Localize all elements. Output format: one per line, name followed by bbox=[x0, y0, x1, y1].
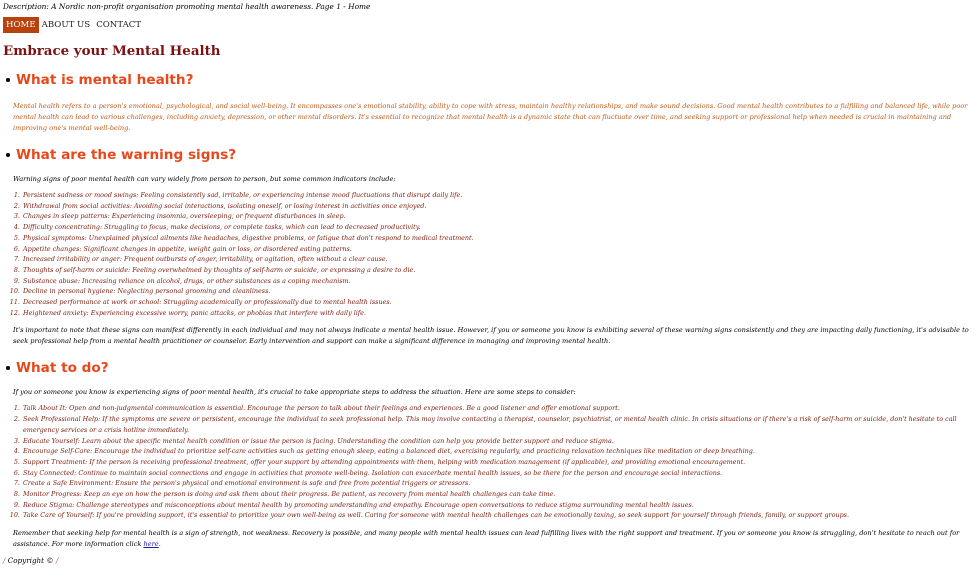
list-item: 6. Appetite changes: Significant changes in appetite, weight gain or loss, or disordered eating patterns. bbox=[22, 244, 977, 255]
bullet-icon bbox=[6, 78, 10, 82]
nav-home[interactable]: HOME bbox=[3, 17, 39, 33]
copyright-text: Copyright © bbox=[7, 556, 54, 566]
page-title: Embrace your Mental Health bbox=[3, 43, 221, 59]
list-item: 9. Reduce Stigma: Challenge stereotypes and misconceptions about mental health by promoting understanding and empathy. Encourage open conversations to reduce stigma surrounding mental health issues. bbox=[22, 500, 977, 511]
footer-bar-left: / bbox=[3, 556, 6, 566]
section-warning-signs bbox=[3, 146, 977, 164]
list-item: 1. Persistent sadness or mood swings: Feeling consistently sad, irritable, or experiencing intense mood fluctuations that disrupt daily life. bbox=[22, 190, 977, 201]
outro-text: Remember that seeking help for mental health is a sign of strength, not weakness. Recovery is possible, and many people with mental health issues can lead fulfilling lives with the right support and treatment. If you or someone you know is struggling, don't hesitate to reach out for assistance. For more information click bbox=[13, 529, 960, 549]
section-outro: It's important to note that these signs can manifest differently in each individual and may not always indicate a mental health issue. However, if you or someone you know is exhibiting several of these warning signs consistently and they are impacting daily functioning, it's advisable to seek professional help from a mental health practitioner or counselor. Early intervention and support can make a significant difference in managing and improving mental health. bbox=[13, 326, 969, 346]
steps-list bbox=[13, 403, 977, 521]
footer-bar-right: / bbox=[55, 556, 59, 566]
list-item: 2. Withdrawal from social activities: Avoiding social interactions, isolating oneself, or losing interest in activities once enjoyed. bbox=[22, 201, 977, 212]
list-item: 1. Talk About It: Open and non-judgmental communication is essential. Encourage the person to talk about their feelings and experiences. Be a good listener and offer emotional support. bbox=[22, 403, 977, 414]
list-item: 12. Heightened anxiety: Experiencing excessive worry, panic attacks, or phobias that interfere with daily life. bbox=[22, 308, 977, 319]
list-item: 8. Thoughts of self-harm or suicide: Feeling overwhelmed by thoughts of self-harm or suicide, or expressing a desire to die. bbox=[22, 265, 977, 276]
more-info-link[interactable]: here bbox=[143, 540, 159, 549]
list-item: 2. Seek Professional Help: If the symptoms are severe or persistent, encourage the individual to seek professional help. This may involve contacting a therapist, counselor, psychiatrist, or mental health clinic. In crisis situations or if there's a risk of self-harm or suicide, don't hesitate to call emergency services or a crisis hotline immediately. bbox=[22, 414, 977, 435]
list-item: 5. Physical symptoms: Unexplained physical ailments like headaches, digestive problems, or fatigue that don't respond to medical treatment. bbox=[22, 233, 977, 244]
page-description: Description: A Nordic non-profit organisation promoting mental health awareness. Page 1 - Home bbox=[3, 2, 371, 11]
section-what-to-do bbox=[3, 359, 977, 377]
list-item: 4. Encourage Self-Care: Encourage the individual to prioritize self-care activities such as getting enough sleep, eating a balanced diet, exercising regularly, and practicing relaxation techniques like meditation or deep breathing. bbox=[22, 446, 977, 457]
section-heading: What is mental health? bbox=[16, 72, 194, 88]
list-item: 5. Support Treatment: If the person is receiving professional treatment, offer your support by attending appointments with them, helping with medication management (if applicable), and providing emotional encouragement. bbox=[22, 457, 977, 468]
section-intro: If you or someone you know is experiencing signs of poor mental health, it's crucial to take appropriate steps to address the situation. Here are some steps to consider: bbox=[13, 388, 576, 397]
list-item: 3. Changes in sleep patterns: Experiencing insomnia, oversleeping, or frequent disturbances in sleep. bbox=[22, 211, 977, 222]
list-item: 8. Monitor Progress: Keep an eye on how the person is doing and ask them about their progress. Be patient, as recovery from mental health challenges can take time. bbox=[22, 489, 977, 500]
section-heading: What to do? bbox=[16, 360, 109, 377]
section-outro: Remember that seeking help for mental health is a sign of strength, not weakness. Recovery is possible, and many people with mental health issues can lead fulfilling lives with the right support and treatment. If you or someone you know is struggling, don't hesitate to reach out for assistance. For more information click here. bbox=[13, 529, 960, 549]
list-item: 7. Increased irritability or anger: Frequent outbursts of anger, irritability, or agitation, often without a clear cause. bbox=[22, 254, 977, 265]
list-item: 3. Educate Yourself: Learn about the specific mental health condition or issue the person is facing. Understanding the condition can help you provide better support and reduce stigma. bbox=[22, 436, 977, 447]
list-item: 6. Stay Connected: Continue to maintain social connections and engage in activities that promote well-being. Isolation can exacerbate mental health issues, so be there for the person and encourage social interactions. bbox=[22, 468, 977, 479]
list-item: 4. Difficulty concentrating: Struggling to focus, make decisions, or complete tasks, which can lead to decreased productivity. bbox=[22, 222, 977, 233]
warning-signs-list bbox=[13, 190, 977, 318]
list-item: 7. Create a Safe Environment: Ensure the person's physical and emotional environment is safe and free from potential triggers or stressors. bbox=[22, 478, 977, 489]
section-heading: What are the warning signs? bbox=[16, 147, 237, 163]
main-nav bbox=[3, 17, 977, 33]
list-item: 10. Decline in personal hygiene: Neglecting personal grooming and cleanliness. bbox=[22, 286, 977, 297]
nav-contact[interactable]: CONTACT bbox=[96, 20, 142, 30]
list-item: 11. Decreased performance at work or school: Struggling academically or professionally due to mental health issues. bbox=[22, 297, 977, 308]
section-intro: Warning signs of poor mental health can vary widely from person to person, but some common indicators include: bbox=[13, 175, 396, 183]
footer bbox=[3, 556, 977, 566]
nav-about-us[interactable]: ABOUT US bbox=[41, 20, 91, 30]
section-text: Mental health refers to a person's emotional, psychological, and social well-being. It encompasses one's emotional stability, ability to cope with stress, maintain healthy relationships, and make sound decisions. Good mental health contributes to a fulfilling and balanced life, while poor mental health can lead to various challenges, including anxiety, depression, or other mental disorders. It's essential to recognize that mental health is a dynamic state that can fluctuate over time, and seeking support or professional help when needed is crucial in maintaining and improving one's mental well-being. bbox=[13, 102, 968, 132]
section-what-is bbox=[3, 71, 977, 89]
bullet-icon bbox=[6, 366, 10, 370]
list-item: 10. Take Care of Yourself: If you're providing support, it's essential to prioritize your own well-being as well. Caring for someone with mental health challenges can be emotionally taxing, so seek support for yourself through friends, family, or support groups. bbox=[22, 510, 977, 521]
bullet-icon bbox=[6, 153, 10, 157]
list-item: 9. Substance abuse: Increasing reliance on alcohol, drugs, or other substances as a coping mechanism. bbox=[22, 276, 977, 287]
